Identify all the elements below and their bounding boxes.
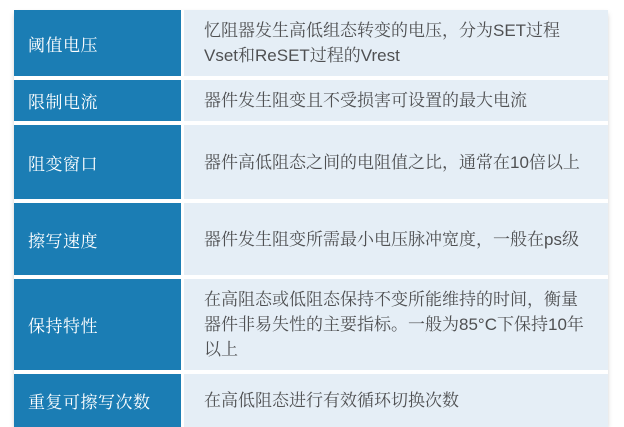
term-cell: 擦写速度 <box>14 203 181 275</box>
description-cell: 在高阻态或低阻态保持不变所能维持的时间，衡量器件非易失性的主要指标。一般为85°C下保持10年以上 <box>184 279 608 370</box>
table-row <box>14 203 608 275</box>
table-row <box>14 279 608 370</box>
description-cell: 器件高低阻态之间的电阻值之比，通常在10倍以上 <box>184 125 608 199</box>
term-cell: 限制电流 <box>14 80 181 121</box>
term-cell: 保持特性 <box>14 279 181 370</box>
term-cell: 阻变窗口 <box>14 125 181 199</box>
description-cell: 在高低阻态进行有效循环切换次数 <box>184 374 608 427</box>
description-cell: 忆阻器发生高低组态转变的电压，分为SET过程Vset和ReSET过程的Vrest <box>184 10 608 76</box>
parameters-table <box>14 10 608 427</box>
term-cell: 重复可擦写次数 <box>14 374 181 427</box>
table-row <box>14 374 608 427</box>
table-row <box>14 80 608 121</box>
table-row <box>14 125 608 199</box>
term-cell: 阈值电压 <box>14 10 181 76</box>
description-cell: 器件发生阻变且不受损害可设置的最大电流 <box>184 80 608 121</box>
description-cell: 器件发生阻变所需最小电压脉冲宽度，一般在ps级 <box>184 203 608 275</box>
table-row <box>14 10 608 76</box>
